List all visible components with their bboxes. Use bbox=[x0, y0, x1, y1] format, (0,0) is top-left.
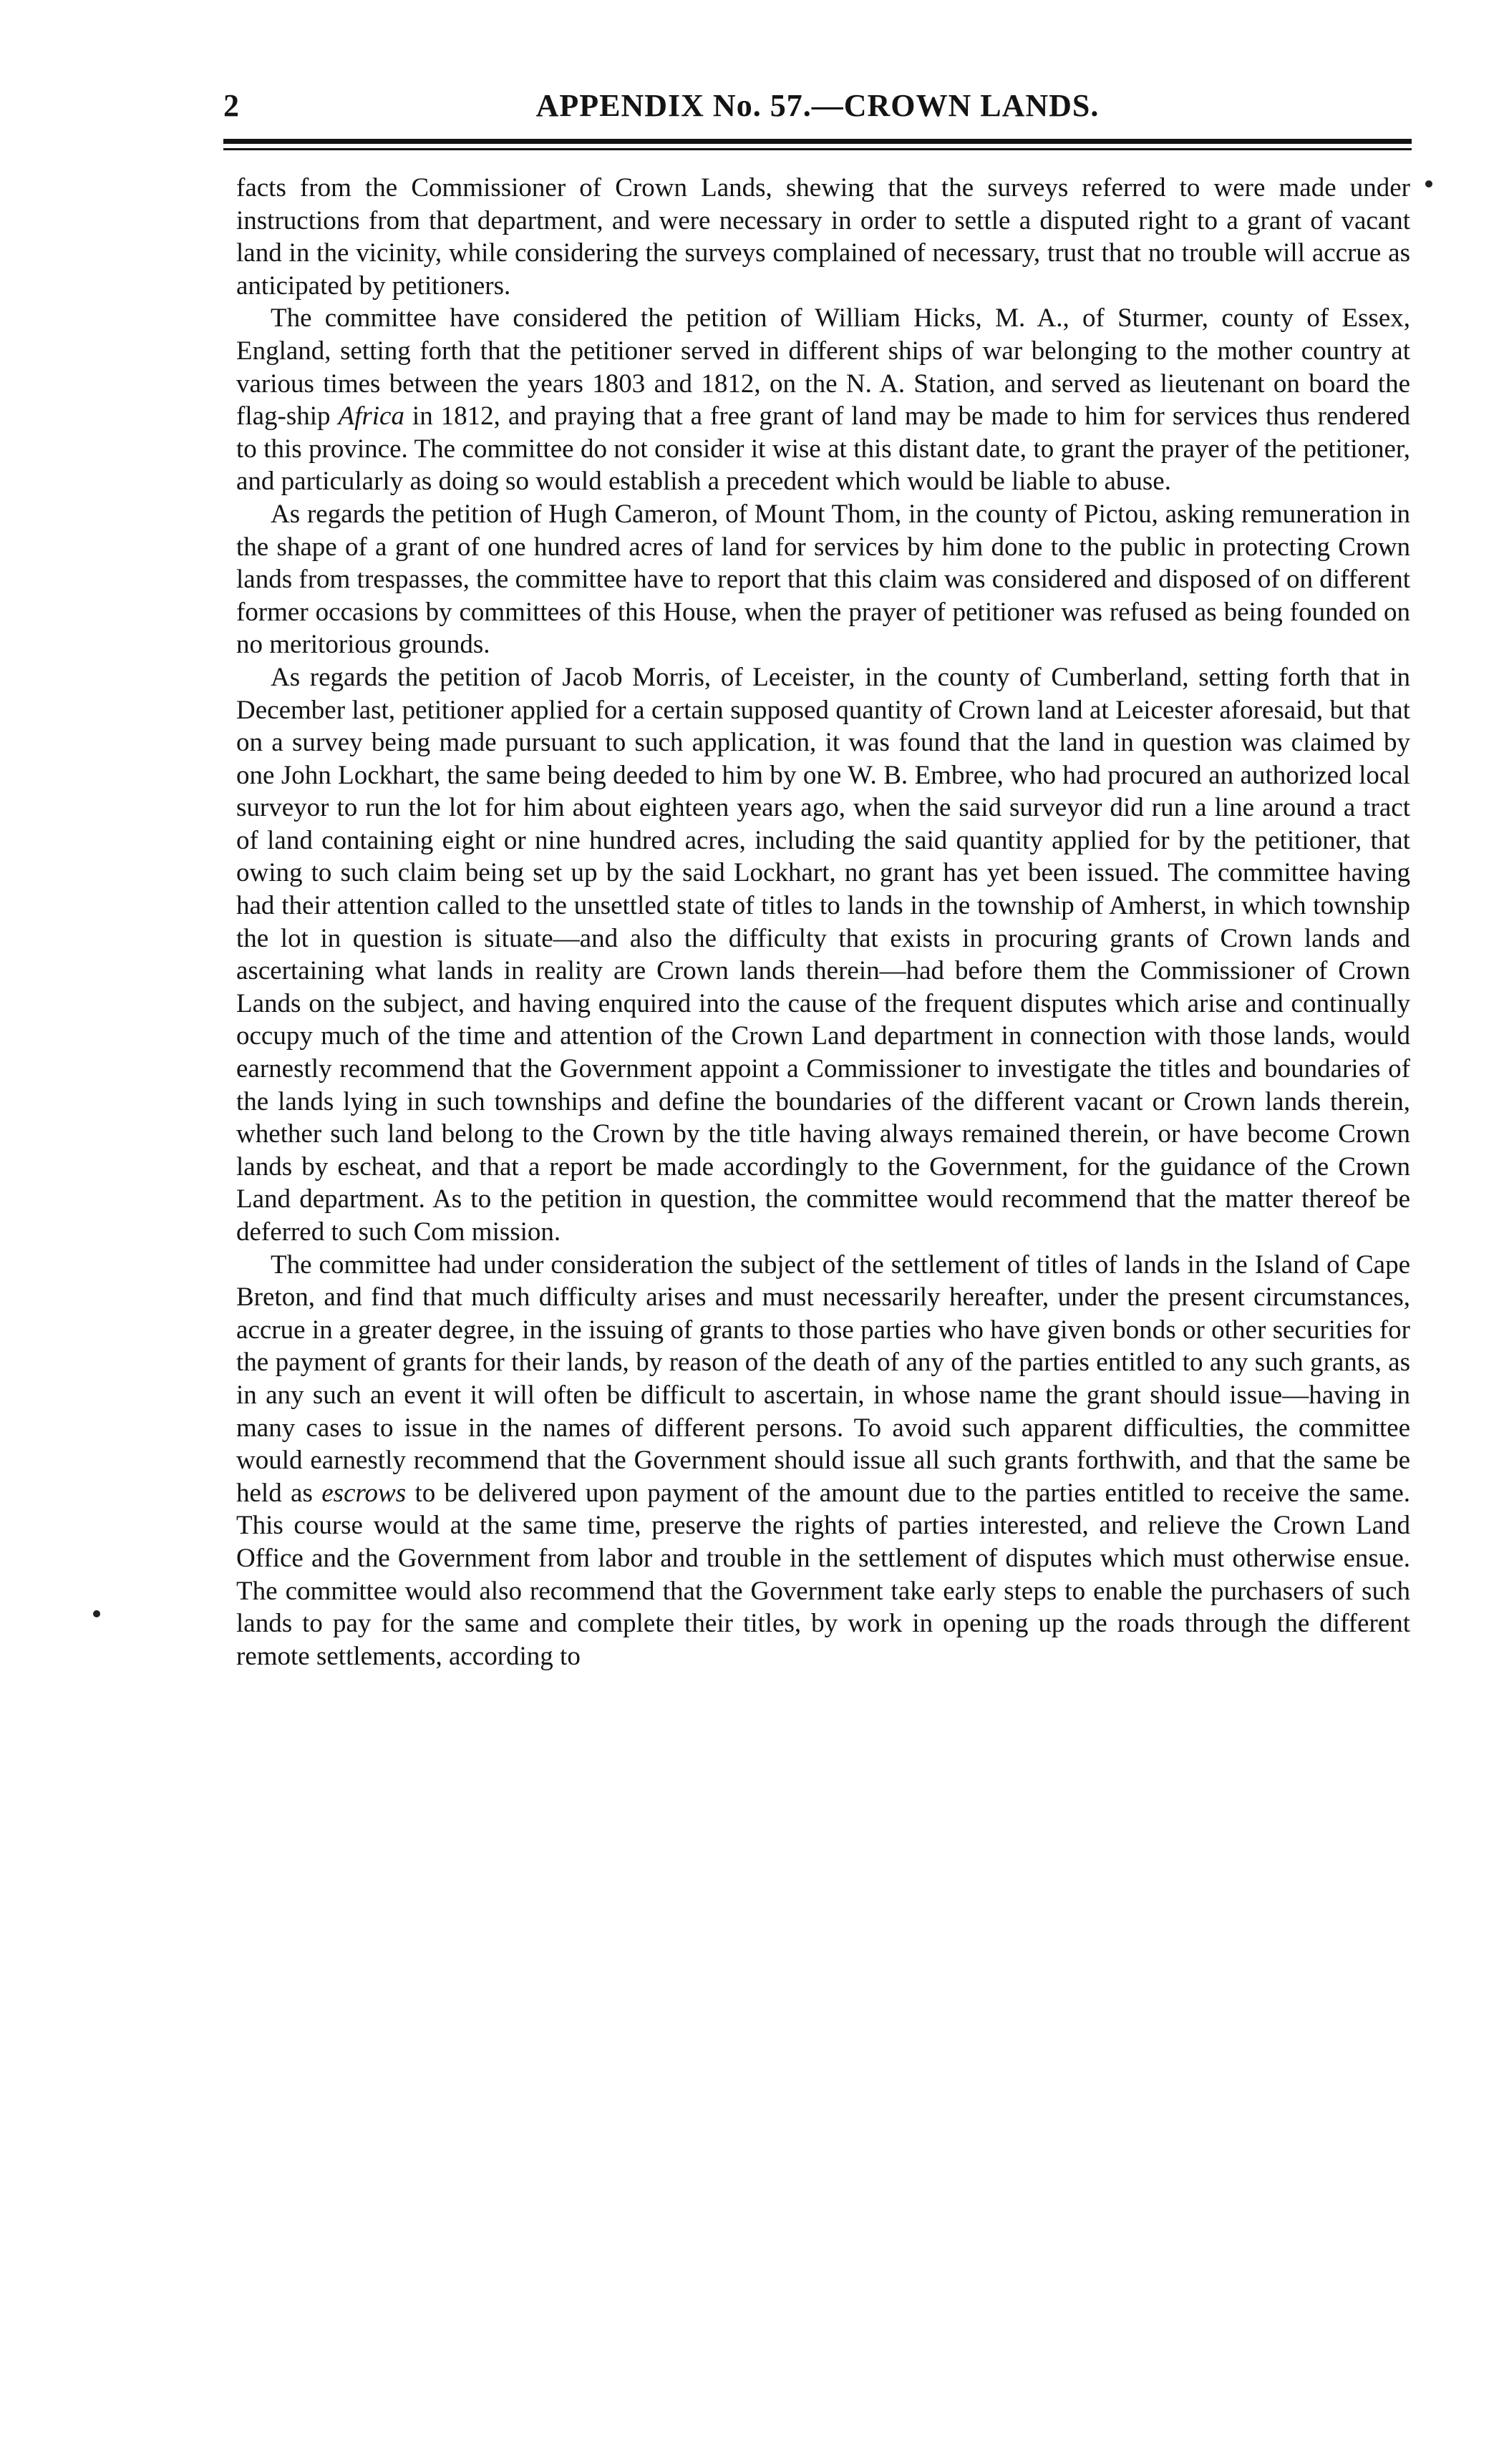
page-header bbox=[223, 84, 1412, 135]
ship-name: Africa bbox=[338, 401, 404, 432]
running-title: APPENDIX No. 57.—CROWN LANDS. bbox=[535, 88, 1100, 123]
paragraph-cape-breton bbox=[236, 1249, 1410, 1673]
paragraph-text: in 1812, and praying that a free grant of land may be made to him for services thus rendered to this province. The committee do not consider it wise at this distant date, to grant the prayer of the petitioner, and particularly as doing so would establish a precedent which would be liable to abuse. bbox=[236, 401, 1410, 497]
margin-speck bbox=[1425, 180, 1432, 188]
page-number: 2 bbox=[223, 88, 239, 123]
body-text bbox=[236, 172, 1410, 1672]
header-rule-thin bbox=[223, 148, 1412, 150]
paragraph-morris-petition: As regards the petition of Jacob Morris, of Leceister, in the county of Cumberland, setting forth that in December last, petitioner applied for a certain supposed quantity of Crown land at Leicester aforesaid, but that on a survey being made pursuant to such application, it was found that the land in question was claimed by one John Lockhart, the same being deeded to him by one W. B. Embree, who had procured an authorized local surveyor to run the lot for him about eighteen years ago, when the said surveyor did run a line around a tract of land containing eight or nine hundred acres, including the said quantity applied for by the petitioner, that owing to such claim being set up by the said Lockhart, no grant has yet been issued. The committee having had their attention called to the unsettled state of titles to lands in the township of Amherst, in which township the lot in question is situate—and also the difficulty that exists in procuring grants of Crown lands and ascertaining what lands in reality are Crown lands therein—had before them the Commissioner of Crown Lands on the subject, and having enquired into the cause of the frequent disputes which arise and continually occupy much of the time and attention of the Crown Land department in connection with those lands, would earnestly recommend that the Government appoint a Commissioner to investigate the titles and boundaries of the lands lying in such townships and define the boundaries of the different vacant or Crown lands therein, whether such land belong to the Crown by the title having always remained therein, or have become Crown lands by escheat, and that a report be made accordingly to the Government, for the guidance of the Crown Land department. As to the petition in question, the committee would recommend that the matter thereof be deferred to such Com mission. bbox=[236, 662, 1410, 1247]
italic-term: escrows bbox=[321, 1478, 407, 1508]
paragraph-text: The committee had under consideration the subject of the settlement of titles of lands in the Island of Cape Breton, and find that much difficulty arises and must necessarily hereafter, under the present circumstances, accrue in a greater degree, in the issuing of grants to those parties who have given bonds or other securities for the payment of grants for their lands, by reason of the death of any of the parties entitled to any such grants, as in any such an event it will often be difficult to ascertain, in whose name the grant should issue—having in many cases to issue in the names of different persons. To avoid such apparent difficulties, the committee would earnestly recommend that the Government should issue all such grants forthwith, and that the same be held as bbox=[236, 1250, 1410, 1508]
paragraph-text: to be delivered upon payment of the amount due to the parties entitled to receive the same. This course would at the same time, preserve the rights of parties interested, and relieve the Crown Land Office and the Government from labor and trouble in the settlement of disputes which must otherwise ensue. The committee would also recommend that the Government take early steps to enable the purchasers of such lands to pay for the same and complete their titles, by work in opening up the roads through the different remote settlements, according to bbox=[236, 1478, 1410, 1671]
paragraph-cameron-petition: As regards the petition of Hugh Cameron, of Mount Thom, in the county of Pictou, asking remuneration in the shape of a grant of one hundred acres of land for services by him done to the public in protecting Crown lands from trespasses, the committee have to report that this claim was considered and disposed of on different former occasions by committees of this House, when the prayer of petitioner was refused as being founded on no meritorious grounds. bbox=[236, 499, 1410, 660]
paragraph-continuation: facts from the Commissioner of Crown Lands, shewing that the surveys referred to were made under instructions from that department, and were necessary in order to settle a disputed right to a grant of vacant land in the vicinity, while considering the surveys complained of necessary, trust that no trouble will accrue as anticipated by petitioners. bbox=[236, 173, 1410, 301]
paragraph-hicks-petition bbox=[236, 302, 1410, 498]
header-rule-thick bbox=[223, 139, 1412, 144]
paragraph-text: The committee have considered the petition of William Hicks, M. A., of Sturmer, county of Essex, England, setting forth that the petitioner served in different ships of war belonging to the mother country at various times between the years 1803 and 1812, on the N. A. Station, and served as lieutenant on board the flag-ship bbox=[236, 303, 1410, 432]
margin-speck bbox=[93, 1610, 100, 1617]
